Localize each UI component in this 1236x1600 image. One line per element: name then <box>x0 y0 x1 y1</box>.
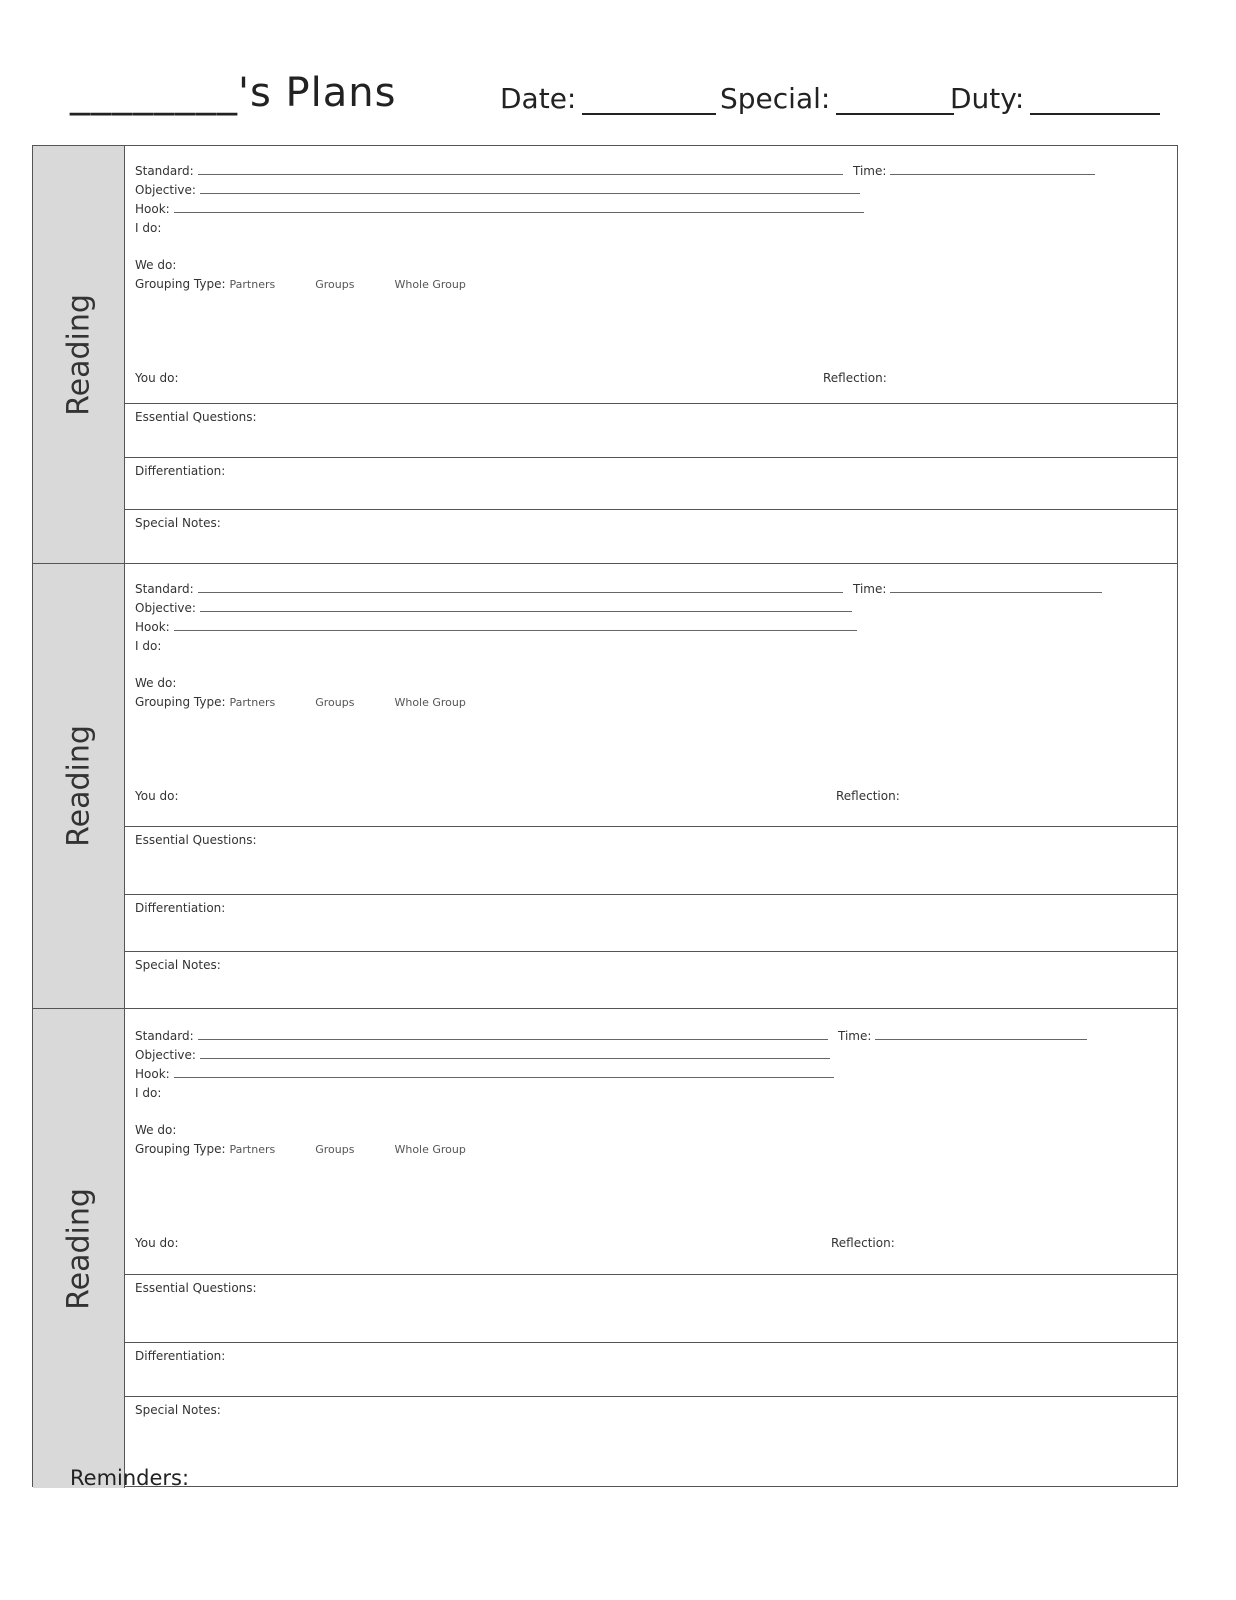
differentiation-label: Differentiation: <box>135 464 226 478</box>
page-title <box>70 70 397 116</box>
duty-field[interactable] <box>950 82 1160 115</box>
standard-line[interactable] <box>135 164 843 178</box>
differentiation-label: Differentiation: <box>135 1349 226 1363</box>
standard-label: Standard: <box>135 582 194 596</box>
grouping-option-partners[interactable]: Partners <box>229 696 276 709</box>
hook-blank[interactable] <box>174 203 864 213</box>
lesson-content <box>125 146 1177 563</box>
grouping-label: Grouping Type: <box>135 1142 226 1156</box>
ido-label: I do: <box>135 1086 162 1100</box>
essential-questions-section[interactable] <box>125 1275 1177 1343</box>
lesson-block <box>33 146 1177 564</box>
subject-label: Reading <box>61 725 97 847</box>
duty-blank[interactable] <box>1030 87 1160 115</box>
youdo-label: You do: <box>135 1236 179 1250</box>
objective-line[interactable] <box>135 1048 830 1062</box>
grouping-label: Grouping Type: <box>135 277 226 291</box>
time-line[interactable] <box>838 1029 1087 1043</box>
special-notes-section[interactable] <box>125 510 1177 564</box>
time-blank[interactable] <box>890 583 1102 593</box>
lesson-content <box>125 564 1177 1008</box>
ido-label: I do: <box>135 639 162 653</box>
hook-blank[interactable] <box>174 621 857 631</box>
wedo-label: We do: <box>135 1123 177 1137</box>
objective-line[interactable] <box>135 183 860 197</box>
date-blank[interactable] <box>582 87 716 115</box>
objective-label: Objective: <box>135 183 196 197</box>
lesson-block <box>33 1009 1177 1488</box>
title-suffix: 's Plans <box>238 70 397 116</box>
time-label: Time: <box>853 582 887 596</box>
differentiation-label: Differentiation: <box>135 901 226 915</box>
subject-label: Reading <box>61 1187 97 1310</box>
grouping-option-whole-group[interactable]: Whole Group <box>394 1143 466 1156</box>
time-blank[interactable] <box>875 1030 1087 1040</box>
hook-label: Hook: <box>135 1067 170 1081</box>
objective-blank[interactable] <box>200 1049 830 1059</box>
grouping-option-groups[interactable]: Groups <box>315 1143 355 1156</box>
grouping-option-partners[interactable]: Partners <box>229 278 276 291</box>
standard-blank[interactable] <box>198 1030 828 1040</box>
lesson-main-section[interactable] <box>125 146 1177 404</box>
duty-label: Duty: <box>950 82 1025 115</box>
objective-blank[interactable] <box>200 184 860 194</box>
lesson-block <box>33 564 1177 1009</box>
objective-line[interactable] <box>135 601 852 615</box>
essential-questions-label: Essential Questions: <box>135 1281 257 1295</box>
reflection-label: Reflection: <box>831 1236 895 1250</box>
lesson-content <box>125 1009 1177 1488</box>
reflection-label: Reflection: <box>836 789 900 803</box>
time-label: Time: <box>853 164 887 178</box>
grouping-option-partners[interactable]: Partners <box>229 1143 276 1156</box>
grouping-line <box>135 695 466 709</box>
objective-label: Objective: <box>135 601 196 615</box>
differentiation-section[interactable] <box>125 1343 1177 1397</box>
standard-blank[interactable] <box>198 165 843 175</box>
wedo-label: We do: <box>135 258 177 272</box>
hook-blank[interactable] <box>174 1068 834 1078</box>
time-label: Time: <box>838 1029 872 1043</box>
grouping-option-groups[interactable]: Groups <box>315 696 355 709</box>
grouping-label: Grouping Type: <box>135 695 226 709</box>
youdo-label: You do: <box>135 371 179 385</box>
essential-questions-section[interactable] <box>125 404 1177 458</box>
time-line[interactable] <box>853 164 1095 178</box>
standard-label: Standard: <box>135 164 194 178</box>
time-blank[interactable] <box>890 165 1095 175</box>
grouping-option-whole-group[interactable]: Whole Group <box>394 278 466 291</box>
ido-label: I do: <box>135 221 162 235</box>
lesson-planner <box>32 145 1178 1487</box>
hook-line[interactable] <box>135 1067 834 1081</box>
differentiation-section[interactable] <box>125 895 1177 952</box>
standard-line[interactable] <box>135 582 843 596</box>
subject-sidebar <box>33 1009 125 1488</box>
essential-questions-label: Essential Questions: <box>135 410 257 424</box>
grouping-option-whole-group[interactable]: Whole Group <box>394 696 466 709</box>
lesson-main-section[interactable] <box>125 1009 1177 1275</box>
reminders-label: Reminders: <box>70 1466 190 1490</box>
objective-blank[interactable] <box>200 602 852 612</box>
hook-line[interactable] <box>135 620 857 634</box>
lesson-main-section[interactable] <box>125 564 1177 827</box>
page-header <box>70 70 1170 130</box>
standard-label: Standard: <box>135 1029 194 1043</box>
grouping-line <box>135 277 466 291</box>
special-notes-label: Special Notes: <box>135 958 221 972</box>
essential-questions-section[interactable] <box>125 827 1177 895</box>
youdo-label: You do: <box>135 789 179 803</box>
grouping-option-groups[interactable]: Groups <box>315 278 355 291</box>
subject-label: Reading <box>61 293 97 416</box>
reflection-label: Reflection: <box>823 371 887 385</box>
objective-label: Objective: <box>135 1048 196 1062</box>
special-notes-section[interactable] <box>125 1397 1177 1488</box>
teacher-name-blank[interactable]: ________ <box>70 70 238 116</box>
hook-label: Hook: <box>135 202 170 216</box>
hook-line[interactable] <box>135 202 864 216</box>
special-notes-label: Special Notes: <box>135 516 221 530</box>
special-notes-label: Special Notes: <box>135 1403 221 1417</box>
subject-sidebar <box>33 146 125 563</box>
standard-line[interactable] <box>135 1029 828 1043</box>
hook-label: Hook: <box>135 620 170 634</box>
date-field[interactable] <box>500 82 716 115</box>
grouping-line <box>135 1142 466 1156</box>
special-label: Special: <box>720 82 831 115</box>
time-line[interactable] <box>853 582 1102 596</box>
subject-sidebar <box>33 564 125 1008</box>
date-label: Date: <box>500 82 577 115</box>
special-field[interactable] <box>720 82 954 115</box>
standard-blank[interactable] <box>198 583 843 593</box>
differentiation-section[interactable] <box>125 458 1177 510</box>
wedo-label: We do: <box>135 676 177 690</box>
essential-questions-label: Essential Questions: <box>135 833 257 847</box>
special-notes-section[interactable] <box>125 952 1177 1009</box>
special-blank[interactable] <box>836 87 954 115</box>
